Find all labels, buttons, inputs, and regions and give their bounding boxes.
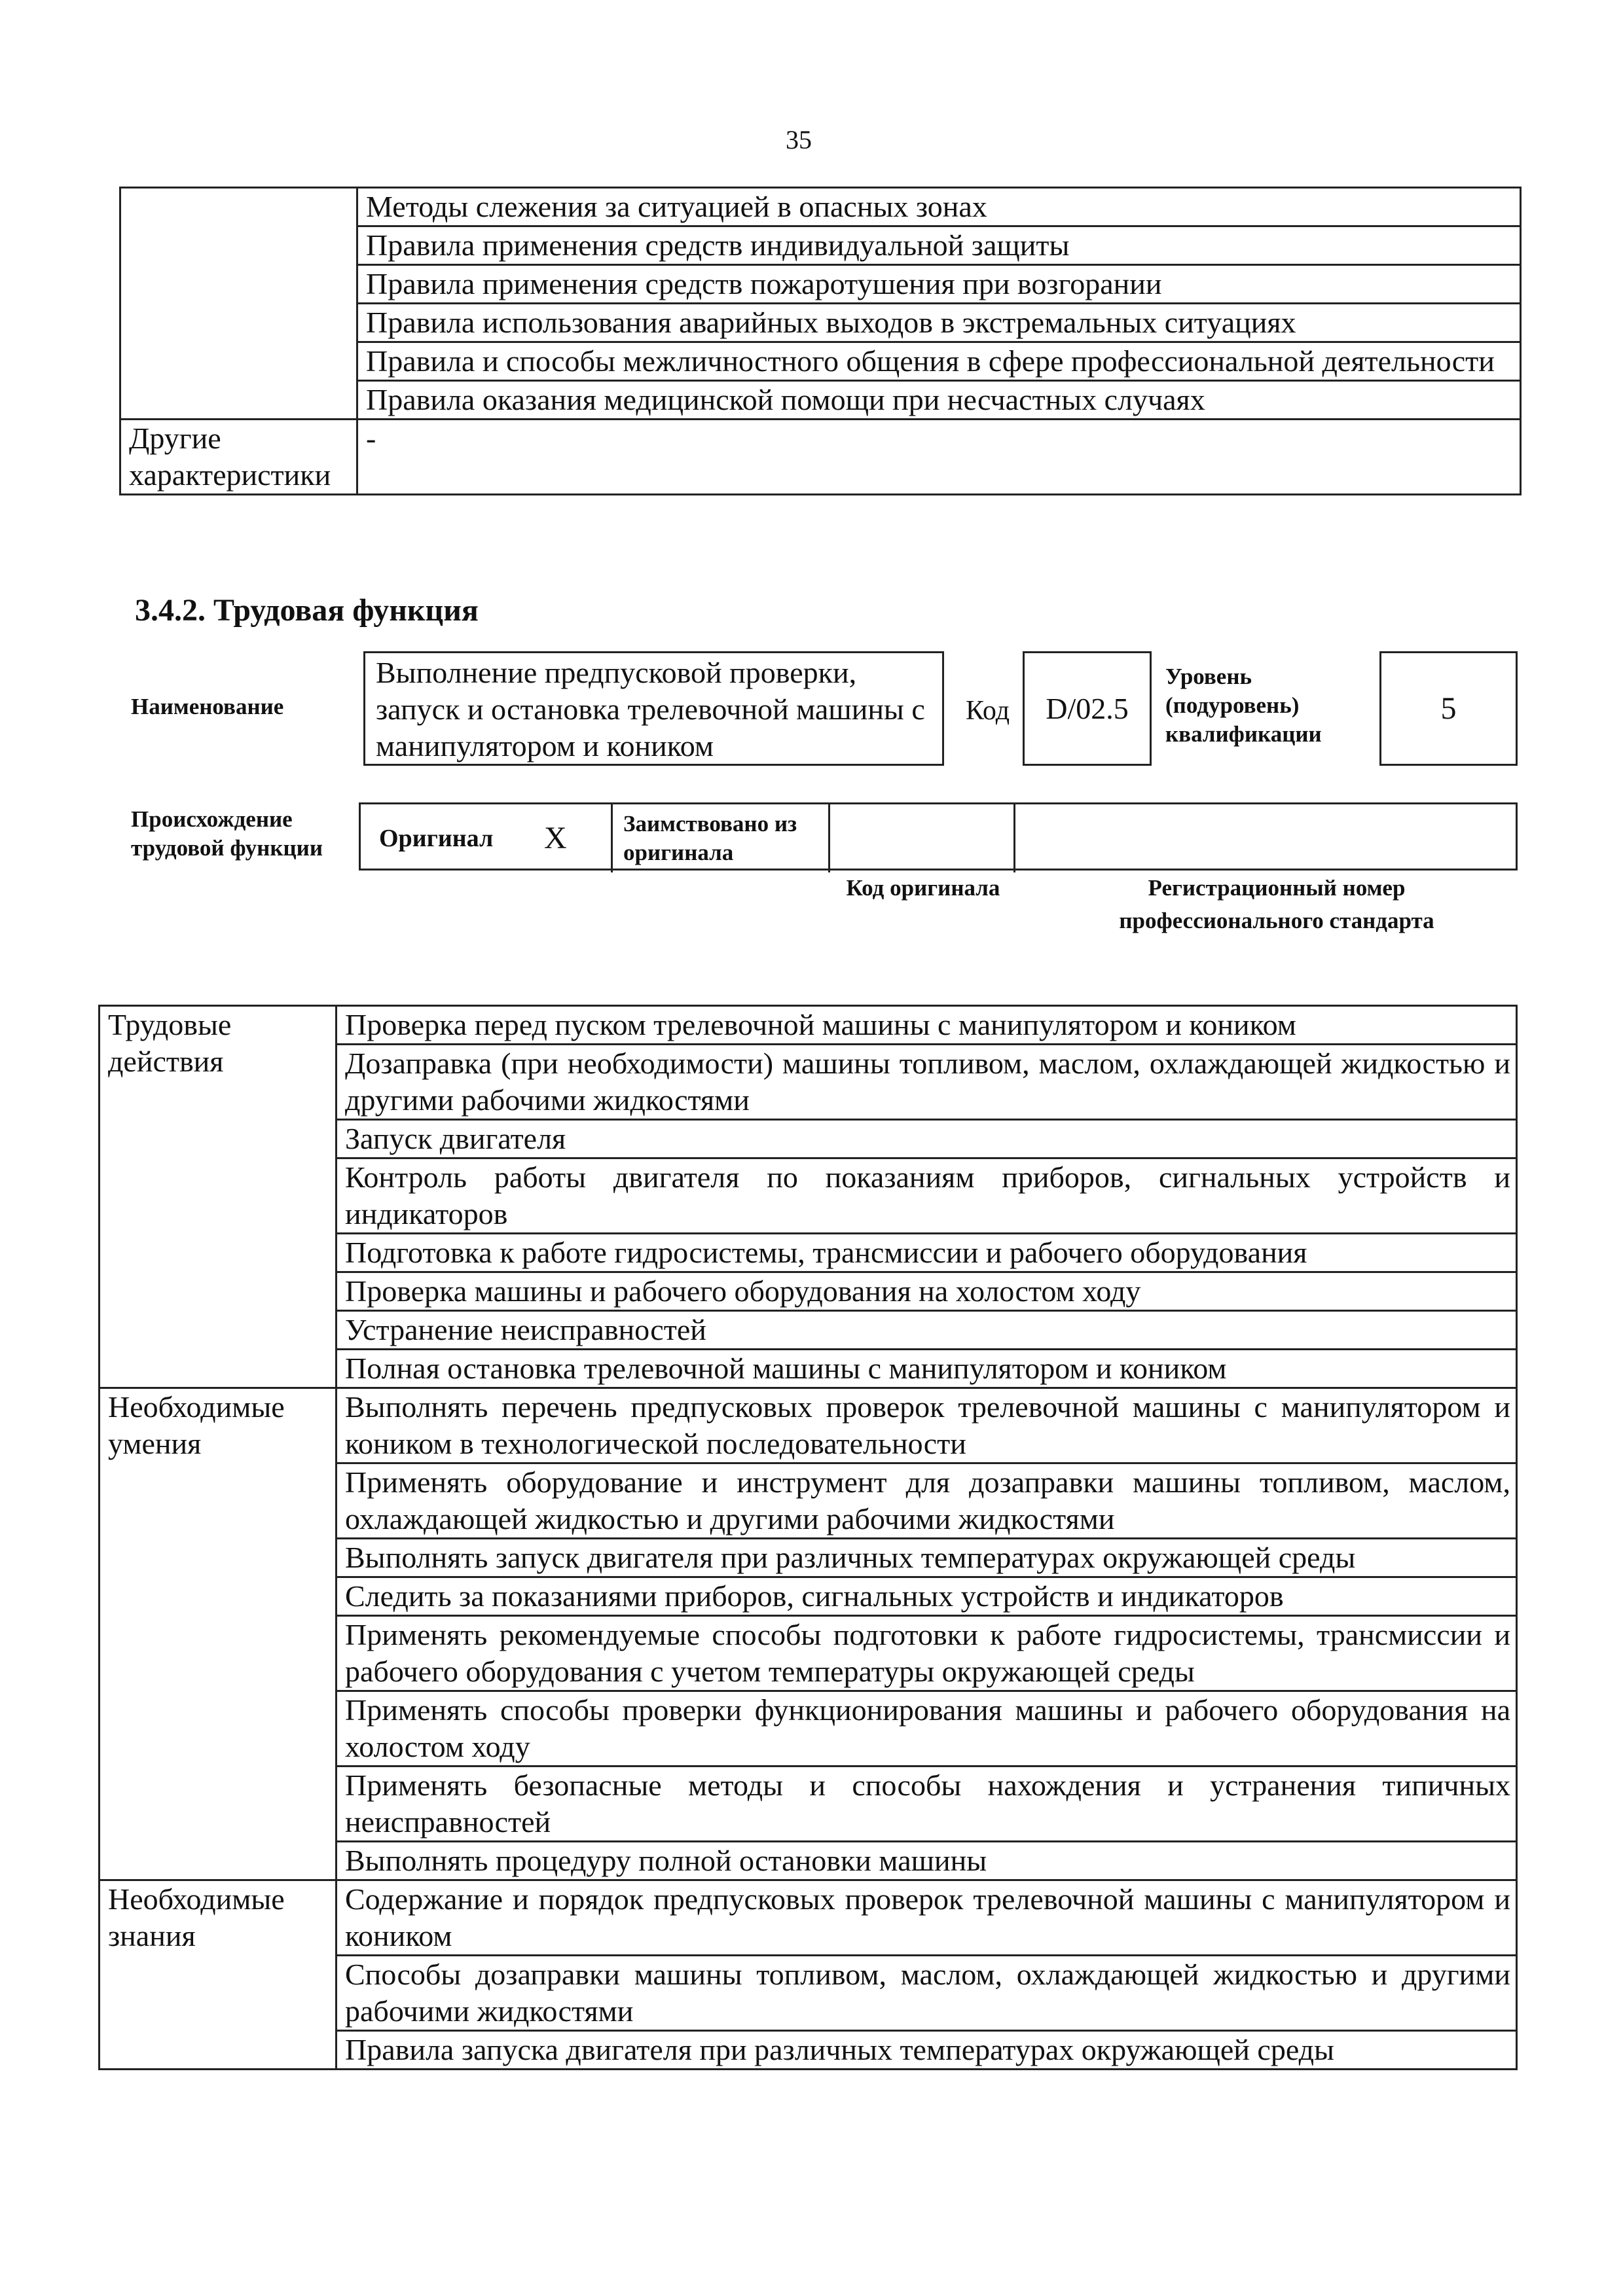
skill-item: Применять безопасные методы и способы нахождения и устранения типичных неисправностей: [337, 1767, 1517, 1842]
reg-number-caption: Регистрационный номер профессионального стандарта: [1119, 875, 1434, 933]
table1-item: Правила оказания медицинской помощи при несчастных случаях: [357, 381, 1521, 420]
original-label: Оригинал: [379, 825, 494, 852]
action-item: Контроль работы двигателя по показаниям приборов, сигнальных устройств и индикаторов: [337, 1158, 1517, 1234]
knowledge-item: Содержание и порядок предпусковых проверок трелевочной машины с манипулятором и коником: [337, 1880, 1517, 1956]
original-cell: [361, 804, 613, 872]
skill-item: Выполнять перечень предпусковых проверок трелевочной машины с манипулятором и коником в технологической последовательности: [337, 1388, 1517, 1463]
table1-item: Правила применения средств пожаротушения при возгорании: [357, 265, 1521, 304]
table1-item: Правила и способы межличностного общения в сфере профессиональной деятельности: [357, 342, 1521, 381]
skill-item: Применять оборудование и инструмент для дозаправки машины топливом, маслом, охлаждающей жидкостью и другими рабочими жидкостями: [337, 1463, 1517, 1539]
function-name-box: Выполнение предпусковой проверки, запуск и остановка трелевочной машины с манипулятором и коником: [363, 651, 944, 766]
action-item: Полная остановка трелевочной машины с манипулятором и коником: [337, 1350, 1517, 1388]
other-characteristics-label: Другие характеристики: [120, 420, 357, 495]
actions-label: Трудовые действия: [100, 1006, 337, 1388]
skill-item: Выполнять процедуру полной остановки машины: [337, 1842, 1517, 1880]
level-label: Уровень (подуровень) квалификации: [1165, 664, 1322, 747]
original-mark: X: [544, 821, 567, 855]
page-number: 35: [786, 125, 812, 154]
level-value-box: 5: [1379, 651, 1518, 766]
skill-item: Применять способы проверки функционирования машины и рабочего оборудования на холостом ходу: [337, 1691, 1517, 1767]
action-item: Запуск двигателя: [337, 1120, 1517, 1158]
skills-label: Необходимые умения: [100, 1388, 337, 1880]
table1-item: Правила применения средств индивидуальной защиты: [357, 226, 1521, 265]
table1-item: Методы слежения за ситуацией в опасных зонах: [357, 188, 1521, 226]
code-original-caption: Код оригинала: [846, 875, 1000, 901]
reg-number-cell: [1015, 804, 1520, 872]
code-label: Код: [966, 696, 1010, 726]
knowledge-item: Способы дозаправки машины топливом, маслом, охлаждающей жидкостью и другими рабочими жидкостями: [337, 1956, 1517, 2031]
code-value-box: D/02.5: [1023, 651, 1152, 766]
skill-item: Применять рекомендуемые способы подготовки к работе гидросистемы, трансмиссии и рабочего оборудования с учетом температуры окружающей среды: [337, 1616, 1517, 1691]
action-item: Подготовка к работе гидросистемы, трансмиссии и рабочего оборудования: [337, 1234, 1517, 1272]
action-item: Проверка перед пуском трелевочной машины с манипулятором и коником: [337, 1006, 1517, 1045]
action-item: Дозаправка (при необходимости) машины топливом, маслом, охлаждающей жидкостью и другими рабочими жидкостями: [337, 1045, 1517, 1120]
borrowed-cell: [613, 804, 830, 872]
section-heading: 3.4.2. Трудовая функция: [135, 593, 479, 628]
origin-row: [359, 802, 1518, 870]
table1-item: Правила использования аварийных выходов в экстремальных ситуациях: [357, 304, 1521, 342]
skill-item: Следить за показаниями приборов, сигнальных устройств и индикаторов: [337, 1577, 1517, 1616]
function-details-table: [98, 1005, 1518, 2070]
table1-empty-label-cell: [120, 188, 357, 420]
action-item: Проверка машины и рабочего оборудования на холостом ходу: [337, 1272, 1517, 1311]
name-label: Наименование: [131, 694, 284, 719]
action-item: Устранение неисправностей: [337, 1311, 1517, 1350]
knowledge-label: Необходимые знания: [100, 1880, 337, 2070]
other-characteristics-value: -: [357, 420, 1521, 495]
origin-label: Происхождение трудовой функции: [131, 806, 323, 861]
code-original-cell: [830, 804, 1015, 872]
knowledge-continuation-table: [119, 187, 1522, 495]
skill-item: Выполнять запуск двигателя при различных температурах окружающей среды: [337, 1539, 1517, 1577]
knowledge-item: Правила запуска двигателя при различных температурах окружающей среды: [337, 2031, 1517, 2070]
borrowed-label: Заимствовано из оригинала: [623, 811, 797, 865]
